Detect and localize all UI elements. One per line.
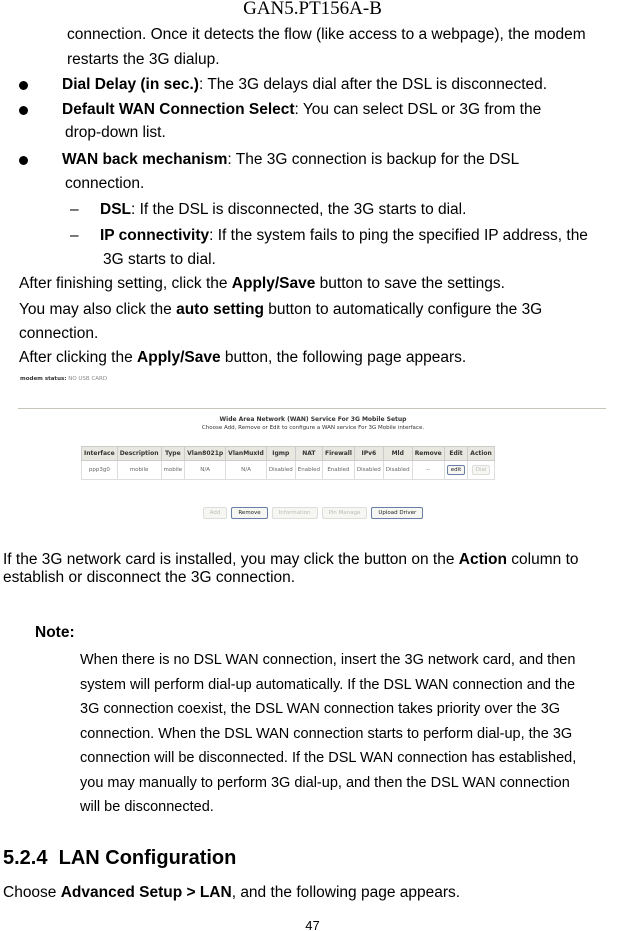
- paragraph: [19, 349, 466, 367]
- t: Action: [458, 551, 507, 568]
- text-line: connection.: [65, 175, 145, 192]
- bullet-icon: [19, 106, 28, 115]
- note-line: you may manually to perform 3G dial-up, and then the DSL WAN connection: [80, 774, 570, 791]
- edit-button[interactable]: edit: [447, 465, 466, 475]
- upload-driver-button[interactable]: Upload Driver: [371, 507, 423, 519]
- column-header: Type: [161, 447, 185, 461]
- term: DSL: [100, 201, 131, 218]
- table-cell: N/A: [226, 461, 267, 480]
- note-title: Note:: [35, 624, 75, 641]
- table-cell: [444, 461, 468, 480]
- table-cell: Disabled: [383, 461, 412, 480]
- t: auto setting: [176, 301, 264, 318]
- column-header: VlanMuxId: [226, 447, 267, 461]
- column-header: IPv6: [354, 447, 383, 461]
- screenshot-title: Wide Area Network (WAN) Service For 3G Mobile Setup: [219, 416, 407, 423]
- column-header: Description: [117, 447, 161, 461]
- embedded-screenshot: [18, 370, 608, 530]
- text-line: establish or disconnect the 3G connection.: [3, 569, 296, 586]
- desc: : The 3G delays dial after the DSL is disconnected.: [198, 76, 548, 93]
- t: button to save the settings.: [315, 275, 505, 292]
- note-line: connection will be disconnected. If the DSL WAN connection has established,: [80, 750, 577, 766]
- t: After finishing setting, click the: [19, 275, 232, 292]
- text-line: 3G starts to dial.: [103, 251, 216, 268]
- table-row: [82, 461, 495, 480]
- column-header: Remove: [412, 447, 444, 461]
- note-line: 3G connection coexist, the DSL WAN connection takes priority over the 3G: [80, 701, 561, 717]
- bullet-item: [62, 151, 519, 169]
- sub-item: [100, 227, 588, 245]
- desc: : You can select DSL or 3G from the: [294, 101, 542, 118]
- text-line: drop-down list.: [65, 124, 166, 141]
- desc: : If the system fails to ping the specified IP address, the: [209, 227, 588, 244]
- column-header: Igmp: [266, 447, 295, 461]
- value: NO USB CARD: [68, 376, 108, 382]
- t: column to: [506, 551, 579, 568]
- dash-icon: –: [70, 201, 79, 218]
- table-cell: --: [412, 461, 444, 480]
- column-header: Action: [468, 447, 495, 461]
- sub-item: [100, 201, 466, 219]
- table-cell: Enabled: [295, 461, 322, 480]
- screenshot-subtitle: Choose Add, Remove or Edit to configure a WAN service For 3G Mobile interface.: [201, 425, 425, 431]
- column-header: Edit: [444, 447, 468, 461]
- table-cell: N/A: [185, 461, 226, 480]
- table-header: [82, 447, 495, 461]
- table-cell: Disabled: [354, 461, 383, 480]
- t: You may also click the: [19, 301, 177, 318]
- section-title: LAN Configuration: [58, 847, 237, 869]
- text-line: connection. Once it detects the flow (like access to a webpage), the modem: [67, 26, 586, 43]
- label: modem status:: [20, 376, 67, 382]
- column-header: Mld: [383, 447, 412, 461]
- paragraph: [19, 301, 542, 319]
- t: Apply/Save: [137, 349, 221, 366]
- table-cell: Enabled: [322, 461, 354, 480]
- remove-button[interactable]: Remove: [231, 507, 267, 519]
- column-header: Interface: [82, 447, 118, 461]
- t: Choose: [3, 884, 61, 901]
- text-line: connection.: [19, 325, 99, 342]
- section-number: 5.2.4: [3, 847, 48, 869]
- term: Default WAN Connection Select: [62, 101, 295, 118]
- section-heading: [3, 849, 236, 867]
- paragraph: [3, 884, 460, 902]
- table-cell: ppp3g0: [82, 461, 118, 480]
- column-header: Firewall: [322, 447, 354, 461]
- add-button[interactable]: Add: [203, 507, 228, 519]
- t: Advanced Setup > LAN: [60, 884, 232, 901]
- table-cell: [468, 461, 495, 480]
- term: IP connectivity: [100, 227, 210, 244]
- desc: : If the DSL is disconnected, the 3G starts to dial.: [131, 201, 467, 218]
- dial-button[interactable]: Dial: [472, 465, 491, 475]
- paragraph: [19, 275, 505, 293]
- bullet-item: [62, 101, 541, 119]
- desc: : The 3G connection is backup for the DSL: [227, 151, 520, 168]
- t: button to automatically configure the 3G: [263, 301, 543, 318]
- bullet-item: [62, 76, 547, 94]
- wan-table: [81, 446, 495, 480]
- paragraph: [3, 551, 579, 569]
- pin-manage-button[interactable]: Pin Manage: [322, 507, 368, 519]
- table-cell: mobile: [117, 461, 161, 480]
- column-header: NAT: [295, 447, 322, 461]
- term: Dial Delay (in sec.): [62, 76, 199, 93]
- column-header: Vlan8021p: [185, 447, 226, 461]
- note-line: system will perform dial-up automatically. If the DSL WAN connection and the: [80, 676, 576, 693]
- modem-status: [20, 376, 107, 382]
- t: Apply/Save: [231, 275, 316, 292]
- button-bar: [18, 507, 608, 519]
- note-line: will be disconnected.: [80, 799, 214, 815]
- table-cell: Disabled: [266, 461, 295, 480]
- table-cell: mobile: [161, 461, 185, 480]
- t: After clicking the: [19, 349, 138, 366]
- page-number: 47: [305, 918, 320, 931]
- t: button, the following page appears.: [220, 349, 467, 366]
- bullet-icon: [19, 81, 28, 90]
- page-header: GAN5.PT156A-B: [243, 0, 382, 19]
- text-line: restarts the 3G dialup.: [67, 51, 220, 68]
- note-line: connection. When the DSL WAN connection starts to perform dial-up, the 3G: [80, 725, 573, 742]
- dash-icon: –: [70, 227, 79, 244]
- t: , and the following page appears.: [231, 884, 461, 901]
- divider: [18, 408, 606, 409]
- note-line: When there is no DSL WAN connection, insert the 3G network card, and then: [80, 652, 576, 668]
- t: If the 3G network card is installed, you may click the button on the: [3, 551, 459, 568]
- information-button[interactable]: Information: [272, 507, 318, 519]
- term: WAN back mechanism: [62, 151, 228, 168]
- bullet-icon: [19, 156, 28, 165]
